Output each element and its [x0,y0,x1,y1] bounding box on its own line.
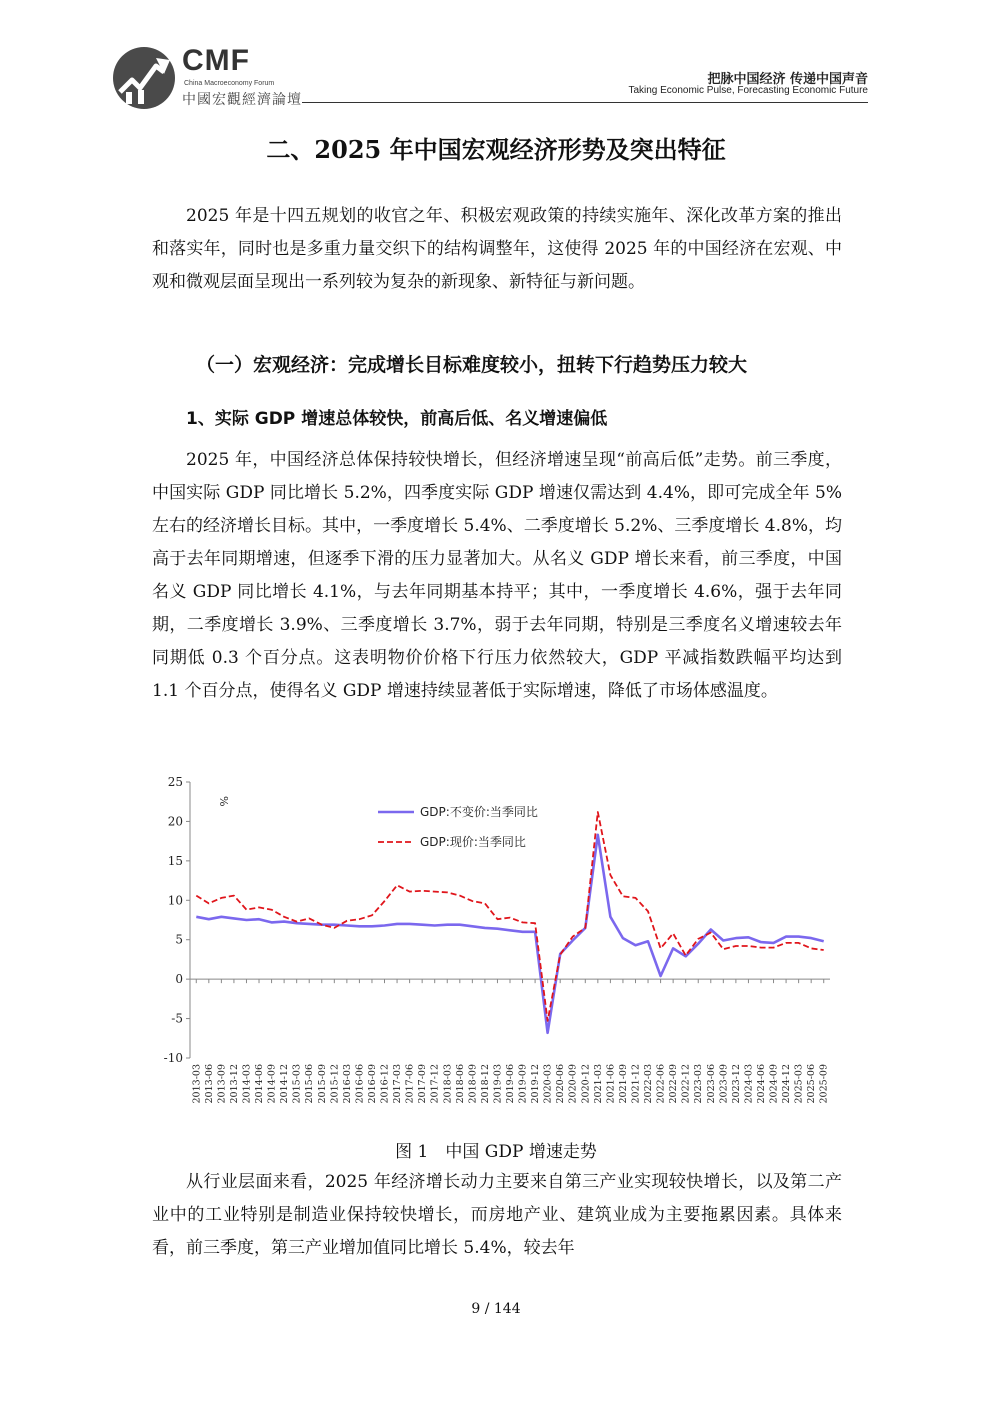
y-tick-label: 0 [175,972,183,987]
series-line-1 [196,835,823,1033]
body-paragraph: 2025 年，中国经济总体保持较快增长，但经济增速呈现“前高后低”走势。前三季度，中国实际 GDP 同比增长 5.2%，四季度实际 GDP 增速仅需达到 4.4%，即可完成全年 5%左右的经济增长目标。其中，一季度增长 5.4%、二季度增长 5.2%、三季度增长 4.8%，均高于去年同期增速，但逐季下滑的压力显著加大。从名义 GDP 增长来看，前三季度，中国名义 GDP 同比增长 4.1%，与去年同期基本持平；其中，一季度增长 4.6%，强于去年同期，二季度增长 3.9%、三季度增长 3.7%，弱于去年同期，特别是三季度名义增速较去年同期低 0.3 个百分点。这表明物价价格下行压力依然较大，GDP 平减指数跌幅平均达到 1.1 个百分点，使得名义 GDP 增速持续显著低于实际增速，降低了市场体感温度。 [152,450,842,701]
page-number: 9 / 144 [471,1301,521,1317]
x-tick-label: 2021-09 [617,1064,629,1104]
x-tick-label: 2023-06 [705,1064,717,1104]
x-tick-label: 2022-12 [680,1064,692,1104]
x-tick-label: 2022-03 [643,1064,655,1104]
x-tick-label: 2025-03 [793,1064,805,1104]
y-tick-label: 15 [167,853,183,868]
logo-abbreviation: CMF [182,44,250,77]
x-tick-label: 2022-09 [668,1064,680,1104]
subsubsection-title: 1、实际 GDP 增速总体较快，前高后低、名义增速偏低 [186,409,608,429]
after-chart-paragraph: 从行业层面来看，2025 年经济增长动力主要来自第三产业实现较快增长，以及第二产业中的工业特别是制造业保持较快增长，而房地产业、建筑业成为主要拖累因素。具体来看，前三季度，第三产业增加值同比增长 5.4%，较去年 [152,1172,842,1258]
x-tick-label: 2025-06 [806,1064,818,1104]
y-tick-label: -10 [163,1051,183,1065]
y-axis-unit-label: % [217,796,230,807]
gdp-growth-chart [150,770,850,1132]
x-tick-label: 2025-09 [818,1064,830,1104]
x-tick-label: 2024-03 [743,1064,755,1104]
x-tick-label: 2018-06 [454,1064,466,1104]
header-divider [302,102,868,103]
x-tick-label: 2019-03 [492,1064,504,1104]
x-tick-label: 2021-06 [605,1064,617,1104]
x-tick-label: 2024-12 [781,1064,793,1104]
x-tick-label: 2017-03 [392,1064,404,1104]
x-tick-label: 2016-03 [341,1064,353,1104]
x-tick-label: 2014-12 [279,1064,291,1104]
legend-label-1: GDP:不变价:当季同比 [420,805,538,819]
x-tick-label: 2023-03 [693,1064,705,1104]
x-tick-label: 2015-06 [304,1064,316,1104]
x-tick-label: 2017-09 [417,1064,429,1104]
x-tick-label: 2015-12 [329,1064,341,1104]
y-tick-label: 10 [167,893,183,908]
x-tick-label: 2018-12 [479,1064,491,1104]
x-tick-label: 2020-03 [542,1064,554,1104]
logo-english-name: China Macroeconomy Forum [184,80,275,87]
logo-chinese-name: 中國宏觀經濟論壇 [182,92,302,108]
x-tick-label: 2020-12 [580,1064,592,1104]
x-tick-label: 2016-12 [379,1064,391,1104]
x-tick-label: 2018-03 [442,1064,454,1104]
x-tick-label: 2017-06 [404,1064,416,1104]
x-tick-label: 2017-12 [429,1064,441,1104]
x-tick-label: 2023-09 [718,1064,730,1104]
x-tick-label: 2014-06 [254,1064,266,1104]
x-tick-label: 2023-12 [730,1064,742,1104]
y-tick-label: 5 [175,932,183,947]
x-tick-label: 2015-03 [291,1064,303,1104]
x-tick-label: 2015-09 [316,1064,328,1104]
subsection-title: （一）宏观经济：完成增长目标难度较小，扭转下行趋势压力较大 [196,354,748,376]
x-tick-label: 2020-06 [555,1064,567,1104]
x-tick-label: 2013-12 [228,1064,240,1104]
intro-paragraph: 2025 年是十四五规划的收官之年、积极宏观政策的持续实施年、深化改革方案的推出和落实年，同时也是多重力量交织下的结构调整年，这使得 2025 年的中国经济在宏观、中观和微观层面呈现出一系列较为复杂的新现象、新特征与新问题。 [152,206,842,292]
x-tick-label: 2024-09 [768,1064,780,1104]
x-tick-label: 2014-03 [241,1064,253,1104]
x-tick-label: 2016-06 [354,1064,366,1104]
x-tick-label: 2016-09 [366,1064,378,1104]
x-tick-label: 2013-06 [203,1064,215,1104]
cmf-logo-icon [112,46,176,110]
x-tick-label: 2024-06 [755,1064,767,1104]
legend-label-2: GDP:现价:当季同比 [420,835,526,849]
x-tick-label: 2021-12 [630,1064,642,1104]
x-tick-label: 2019-12 [530,1064,542,1104]
x-tick-label: 2018-09 [467,1064,479,1104]
x-tick-label: 2014-09 [266,1064,278,1104]
x-tick-label: 2019-09 [517,1064,529,1104]
x-tick-label: 2021-03 [592,1064,604,1104]
x-tick-label: 2022-06 [655,1064,667,1104]
figure-caption: 图 1 中国 GDP 增速走势 [395,1142,597,1162]
x-tick-label: 2020-09 [567,1064,579,1104]
slogan-chinese: 把脉中国经济 传递中国声音 [707,72,868,87]
x-tick-label: 2013-09 [216,1064,228,1104]
page-header [112,40,868,110]
y-tick-label: 25 [167,775,183,789]
x-tick-label: 2019-06 [505,1064,516,1104]
x-tick-label: 2013-03 [191,1064,203,1104]
section-title: 二、2025 年中国宏观经济形势及突出特征 [266,135,726,164]
y-tick-label: 20 [167,814,183,829]
y-tick-label: -5 [171,1011,183,1026]
slogan-english: Taking Economic Pulse, Forecasting Economic Future [628,85,868,96]
